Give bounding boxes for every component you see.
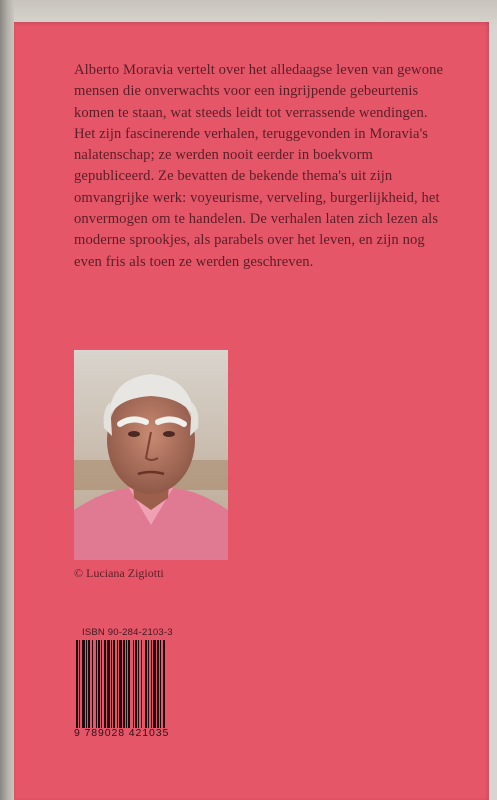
isbn-ean-digits: 9 789028 421035: [74, 727, 170, 739]
author-portrait-image: [74, 350, 228, 560]
blurb-paragraph-1: Alberto Moravia vertelt over het alledaagse leven van gewone mensen die onverwachts voor een ingrijpende gebeurtenis komen te staan, wat steeds leidt tot verrassende wendingen.: [74, 62, 444, 121]
book-spine-edge: [0, 0, 14, 800]
isbn-barcode: [74, 627, 187, 742]
barcode-bars: [74, 640, 187, 728]
isbn-label: ISBN 90-284-2103-3: [82, 627, 173, 638]
blurb-paragraph-2: Het zijn fascinerende verhalen, teruggevonden in Moravia's nalatenschap; ze werden nooit eerder in boekvorm gepubliceerd. Ze bevatten de bekende thema's uit zijn omvangrijke werk: voyeurisme, verveling, burgerlijkheid, het onvermogen om te handelen. De verhalen laten zich lezen als moderne sprookjes, als parabels over het leven, en zijn nog even fris als toen ze werden geschreven.: [74, 125, 440, 270]
back-cover-blurb: [74, 60, 454, 273]
author-photo: [74, 350, 228, 560]
photo-credit: © Luciana Zigiotti: [74, 566, 164, 580]
book-top-edge: [14, 0, 497, 24]
